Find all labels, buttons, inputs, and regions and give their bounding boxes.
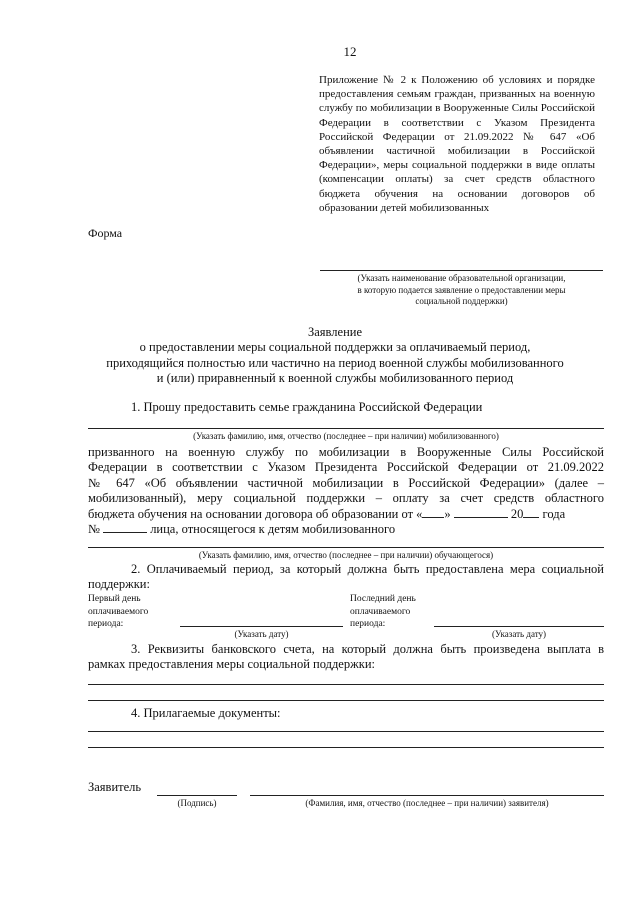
paragraph-line: мобилизованный), меру социальной поддержки – оплату за счет средств областного [88, 490, 604, 505]
contract-number-field[interactable] [103, 521, 147, 533]
section1-paragraph [88, 445, 604, 506]
title-line: о предоставлении меры социальной поддержки за оплачиваемый период, [139, 340, 531, 355]
paragraph-line: 2. Оплачиваемый период, за который должна быть предоставлена мера социальной [131, 562, 604, 576]
document-title [70, 325, 600, 386]
last-day-label [350, 593, 416, 631]
last-day-date-field[interactable] [434, 626, 604, 627]
contract-line-text: лица, относящегося к детям мобилизованного [150, 522, 396, 536]
title-line: приходящийся полностью или частично на период военной службы мобилизованного [106, 355, 564, 370]
paragraph-line: призванного на военную службу по мобилизации в Вооруженные Силы Российской [88, 445, 604, 459]
applicant-label: Заявитель [88, 780, 142, 794]
section3-line2: рамках предоставления меры социальной поддержки: [88, 657, 375, 671]
contract-year-field[interactable] [523, 506, 539, 518]
contract-number-line [88, 521, 604, 537]
mobilized-name-field[interactable] [88, 428, 604, 429]
mobilized-name-caption: (Указать фамилию, имя, отчество (последнее – при наличии) мобилизованного) [193, 431, 499, 441]
student-name-field[interactable] [88, 547, 604, 548]
organization-caption-line: социальной поддержки) [415, 296, 508, 306]
signature-field[interactable] [157, 795, 237, 796]
contract-date-line [88, 506, 604, 522]
organization-name-field[interactable] [320, 270, 603, 271]
section2-paragraph [88, 562, 604, 577]
last-day-label-line: Последний день [350, 594, 416, 604]
attached-documents-field[interactable] [88, 731, 604, 732]
signature-caption: (Подпись) [177, 798, 217, 808]
first-day-label-line: периода: [88, 619, 124, 629]
contract-month-field[interactable] [454, 506, 508, 518]
organization-caption-line: в которую подается заявление о предоставлении меры [357, 284, 566, 295]
first-day-label [88, 593, 148, 631]
first-day-date-caption: (Указать дату) [234, 629, 289, 639]
contract-day-field[interactable] [422, 506, 444, 518]
organization-caption-line: (Указать наименование образовательной организации, [357, 273, 566, 283]
section2-line2: поддержки: [88, 577, 150, 591]
contract-year-prefix: 20 [510, 507, 524, 521]
contract-line-text: бюджета обучения на основании договора об образовании от « [88, 507, 423, 521]
contract-line-text: » [444, 507, 451, 521]
appendix-reference: Приложение № 2 к Положению об условиях и порядке предоставления семьям граждан, призванных на военную службу по мобилизации в Вооруженные Силы Российской Федерации в соответствии с Указом Президента Российской Федерации от 21.09.2022 № 647 «Об объявлении частичной мобилизации в Российской Федерации», меры социальной поддержки в виде оплаты (компенсации оплаты) за счет средств областного бюджета обучения на основании договоров об образовании детей мобилизованных [319, 74, 595, 214]
contract-line-text: года [542, 507, 566, 521]
bank-details-field[interactable] [88, 700, 604, 701]
last-day-label-line: периода: [350, 619, 386, 629]
page-number: 12 [343, 44, 357, 59]
title-heading: Заявление [307, 325, 362, 339]
student-name-caption: (Указать фамилию, имя, отчество (последнее – при наличии) обучающегося) [198, 550, 494, 560]
last-day-date-caption: (Указать дату) [491, 629, 547, 639]
section3-paragraph [88, 642, 604, 657]
paragraph-line: № 647 «Об объявлении частичной мобилизации в Российской Федерации» (далее – [88, 475, 604, 490]
paragraph-line: 3. Реквизиты банковского счета, на который должна быть произведена выплата в [131, 642, 604, 656]
organization-caption [320, 273, 603, 308]
title-line: и (или) приравненный к военной службы мобилизованного период [156, 370, 514, 385]
applicant-name-caption: (Фамилия, имя, отчество (последнее – при наличии) заявителя) [305, 798, 549, 808]
first-day-date-field[interactable] [180, 626, 343, 627]
section4-heading: 4. Прилагаемые документы: [131, 706, 281, 720]
applicant-name-field[interactable] [250, 795, 604, 796]
attached-documents-field[interactable] [88, 747, 604, 748]
section1-request: 1. Прошу предоставить семье гражданина Российской Федерации [131, 400, 483, 414]
bank-details-field[interactable] [88, 684, 604, 685]
first-day-label-line: оплачиваемого [88, 606, 149, 617]
first-day-label-line: Первый день [88, 594, 141, 604]
last-day-label-line: оплачиваемого [350, 606, 411, 617]
contract-number-label: № [88, 522, 100, 536]
form-label: Форма [88, 226, 123, 240]
paragraph-line: Федерации в соответствии с Указом Президента Российской Федерации от 21.09.2022 [88, 460, 604, 475]
